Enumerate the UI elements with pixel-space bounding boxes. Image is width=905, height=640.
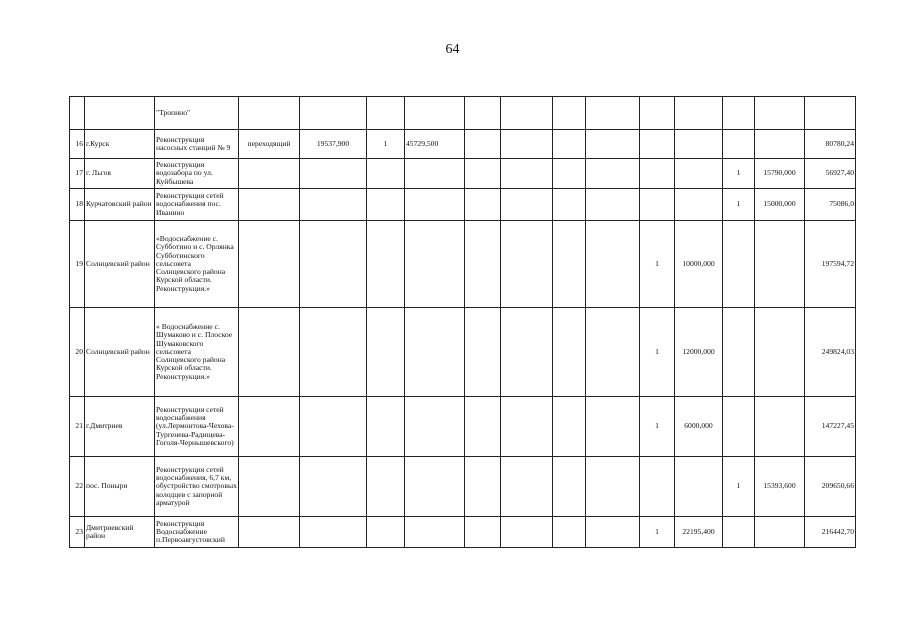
- cell-k1: [367, 159, 405, 189]
- table-row: [70, 308, 856, 397]
- cell-v2: [405, 397, 465, 457]
- cell-empty: [501, 189, 553, 221]
- cell-status: [239, 97, 300, 130]
- cell-empty: [586, 397, 640, 457]
- cell-k1: [367, 97, 405, 130]
- cell-v3: 10000,000: [675, 221, 723, 308]
- cell-v1: [300, 457, 367, 517]
- cell-empty: [586, 159, 640, 189]
- cell-v2: [405, 189, 465, 221]
- cell-v3: 22195,400: [675, 517, 723, 548]
- cell-total: 80780,24: [805, 130, 856, 159]
- cell-v4: [755, 130, 805, 159]
- cell-total: 147227,45: [805, 397, 856, 457]
- cell-district: г.Курск: [85, 130, 155, 159]
- table-row: [70, 517, 856, 548]
- cell-v1: [300, 517, 367, 548]
- table-row: [70, 397, 856, 457]
- cell-v1: [300, 189, 367, 221]
- cell-k4: 1: [723, 189, 755, 221]
- cell-v3: [675, 159, 723, 189]
- cell-name: Реконструкция сетей водоснабжения (ул.Лермонтова-Чехова-Тургенева-Радищева-Гоголя-Чернышевского): [155, 397, 239, 457]
- cell-k3: 1: [640, 221, 675, 308]
- cell-k4: [723, 130, 755, 159]
- cell-v1: 19537,900: [300, 130, 367, 159]
- cell-k3: 1: [640, 517, 675, 548]
- cell-name: Реконструкция сетей водоснабжения, 6,7 км, обустройство смотровых колодцев с запорной арматурой: [155, 457, 239, 517]
- cell-empty: [553, 221, 586, 308]
- cell-empty: [501, 97, 553, 130]
- table-row: [70, 189, 856, 221]
- cell-k3: [640, 97, 675, 130]
- cell-n: 22: [70, 457, 85, 517]
- cell-k4: [723, 397, 755, 457]
- table-row: [70, 159, 856, 189]
- cell-status: [239, 397, 300, 457]
- page-number: 64: [445, 42, 460, 57]
- cell-empty: [586, 457, 640, 517]
- cell-total: 197594,72: [805, 221, 856, 308]
- cell-empty: [553, 457, 586, 517]
- cell-district: Солнцевский район: [85, 221, 155, 308]
- cell-k3: [640, 189, 675, 221]
- cell-n: 16: [70, 130, 85, 159]
- cell-v4: [755, 517, 805, 548]
- cell-empty: [553, 159, 586, 189]
- cell-k3: [640, 457, 675, 517]
- cell-v3: 12000,000: [675, 308, 723, 397]
- cell-total: 56927,40: [805, 159, 856, 189]
- cell-total: 249824,03: [805, 308, 856, 397]
- cell-empty: [553, 97, 586, 130]
- cell-total: 75086,0: [805, 189, 856, 221]
- cell-n: 17: [70, 159, 85, 189]
- cell-empty: [501, 397, 553, 457]
- cell-v2: [405, 308, 465, 397]
- cell-empty: [465, 159, 501, 189]
- cell-k3: [640, 159, 675, 189]
- cell-n: 20: [70, 308, 85, 397]
- cell-empty: [465, 308, 501, 397]
- cell-v2: [405, 221, 465, 308]
- cell-n: 18: [70, 189, 85, 221]
- cell-v4: [755, 221, 805, 308]
- cell-v1: [300, 159, 367, 189]
- cell-empty: [465, 130, 501, 159]
- cell-k3: 1: [640, 308, 675, 397]
- cell-name: Реконструкция сетей водоснабжения пос. Иванино: [155, 189, 239, 221]
- cell-empty: [465, 457, 501, 517]
- cell-district: Дмитриевский район: [85, 517, 155, 548]
- cell-district: Курчатовский район: [85, 189, 155, 221]
- cell-empty: [465, 189, 501, 221]
- data-table: [69, 96, 856, 548]
- cell-n: 23: [70, 517, 85, 548]
- cell-v3: 6000,000: [675, 397, 723, 457]
- cell-empty: [501, 457, 553, 517]
- cell-district: пос. Поныри: [85, 457, 155, 517]
- cell-k3: [640, 130, 675, 159]
- cell-n: 19: [70, 221, 85, 308]
- cell-v3: [675, 130, 723, 159]
- cell-empty: [465, 221, 501, 308]
- table-row: [70, 97, 856, 130]
- cell-k4: [723, 97, 755, 130]
- cell-empty: [501, 517, 553, 548]
- cell-empty: [501, 221, 553, 308]
- cell-k4: [723, 221, 755, 308]
- cell-k4: [723, 517, 755, 548]
- cell-v1: [300, 221, 367, 308]
- cell-v2: [405, 517, 465, 548]
- cell-v3: [675, 189, 723, 221]
- cell-v2: [405, 457, 465, 517]
- cell-v3: [675, 97, 723, 130]
- cell-name: «Водоснабжение с. Субботино и с. Орлянка Субботинского сельсовета Солнцевского района Курской области. Реконструкция.»: [155, 221, 239, 308]
- cell-name: Реконструкция насосных станций № 9: [155, 130, 239, 159]
- cell-total: 209650,66: [805, 457, 856, 517]
- cell-v4: [755, 397, 805, 457]
- cell-total: [805, 97, 856, 130]
- cell-v1: [300, 397, 367, 457]
- cell-district: [85, 97, 155, 130]
- cell-v1: [300, 97, 367, 130]
- table-row: [70, 457, 856, 517]
- cell-empty: [586, 308, 640, 397]
- cell-name: Реконструкция водозабора по ул. Куйбышева: [155, 159, 239, 189]
- cell-empty: [465, 397, 501, 457]
- cell-v4: [755, 97, 805, 130]
- cell-empty: [586, 189, 640, 221]
- cell-empty: [586, 97, 640, 130]
- cell-v2: 45729,500: [405, 130, 465, 159]
- cell-k4: [723, 308, 755, 397]
- cell-name: Реконструкция Водоснабжение п.Первоавгустовский: [155, 517, 239, 548]
- table-row: [70, 221, 856, 308]
- cell-district: г.Дмитриев: [85, 397, 155, 457]
- cell-empty: [553, 130, 586, 159]
- cell-k1: [367, 308, 405, 397]
- cell-name: "Тропино": [155, 97, 239, 130]
- cell-k1: [367, 397, 405, 457]
- cell-status: [239, 308, 300, 397]
- cell-status: [239, 189, 300, 221]
- cell-empty: [501, 130, 553, 159]
- cell-empty: [501, 159, 553, 189]
- cell-v4: 15000,000: [755, 189, 805, 221]
- cell-empty: [553, 397, 586, 457]
- cell-v4: 15393,600: [755, 457, 805, 517]
- cell-k4: 1: [723, 159, 755, 189]
- cell-n: 21: [70, 397, 85, 457]
- cell-empty: [553, 189, 586, 221]
- cell-k1: [367, 189, 405, 221]
- cell-k1: [367, 457, 405, 517]
- cell-k1: 1: [367, 130, 405, 159]
- cell-status: переходящий: [239, 130, 300, 159]
- cell-empty: [553, 517, 586, 548]
- cell-k1: [367, 221, 405, 308]
- cell-v3: [675, 457, 723, 517]
- cell-status: [239, 159, 300, 189]
- cell-status: [239, 517, 300, 548]
- cell-name: « Водоснабжение с. Шумаково и с. Плоское Шумаковского сельсовета Солнцевского района Курской области. Реконструкция.»: [155, 308, 239, 397]
- cell-district: г. Льгов: [85, 159, 155, 189]
- cell-n: [70, 97, 85, 130]
- cell-status: [239, 457, 300, 517]
- cell-v1: [300, 308, 367, 397]
- cell-v2: [405, 97, 465, 130]
- cell-empty: [501, 308, 553, 397]
- table-row: [70, 130, 856, 159]
- cell-empty: [465, 97, 501, 130]
- cell-status: [239, 221, 300, 308]
- cell-k1: [367, 517, 405, 548]
- cell-empty: [586, 221, 640, 308]
- cell-total: 216442,70: [805, 517, 856, 548]
- cell-k4: 1: [723, 457, 755, 517]
- cell-v4: [755, 308, 805, 397]
- cell-v4: 15790,000: [755, 159, 805, 189]
- cell-district: Солнцевский район: [85, 308, 155, 397]
- cell-empty: [586, 517, 640, 548]
- cell-empty: [586, 130, 640, 159]
- cell-empty: [465, 517, 501, 548]
- cell-k3: 1: [640, 397, 675, 457]
- cell-empty: [553, 308, 586, 397]
- cell-v2: [405, 159, 465, 189]
